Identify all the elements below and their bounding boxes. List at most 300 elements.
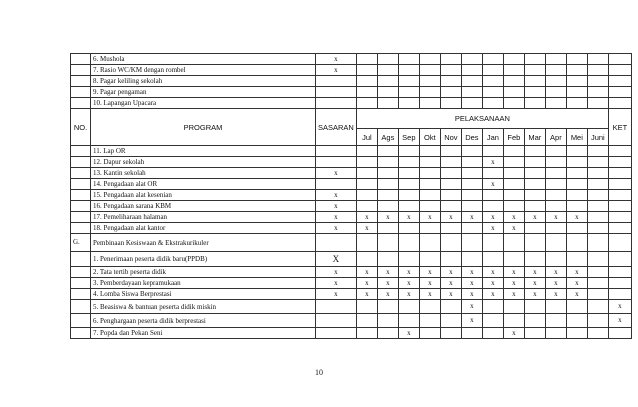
row-no: [71, 179, 91, 190]
row-mark-sep: x: [398, 328, 419, 339]
row-mark-apr: [545, 168, 566, 179]
row-no: [71, 54, 91, 65]
row-mark-apr: x: [545, 278, 566, 289]
row-no: G.: [71, 234, 91, 252]
row-mark-sep: [398, 314, 419, 328]
row-program: 4. Lomba Siswa Berprestasi: [91, 289, 316, 300]
row-mark-mei: [566, 300, 587, 314]
row-mark-sep: [398, 98, 419, 109]
row-mark-apr: [545, 223, 566, 234]
rows-before-header: [71, 54, 632, 109]
row-mark-okt: [419, 223, 440, 234]
header-sasaran: SASARAN: [316, 109, 357, 146]
row-ket: [608, 234, 631, 252]
row-mark-mei: [566, 87, 587, 98]
row-mark-juni: [587, 234, 608, 252]
row-mark-jul: x: [356, 212, 377, 223]
row-ket: [608, 146, 631, 157]
row-mark-nov: [440, 146, 461, 157]
row-mark-sep: x: [398, 278, 419, 289]
row-mark-des: [461, 76, 482, 87]
row-mark-jul: [356, 234, 377, 252]
row-mark-apr: [545, 98, 566, 109]
row-ket: [608, 278, 631, 289]
row-mark-nov: x: [440, 267, 461, 278]
row-mark-mei: [566, 54, 587, 65]
row-no: [71, 328, 91, 339]
row-mark-okt: [419, 168, 440, 179]
row-mark-des: x: [461, 212, 482, 223]
row-mark-juni: [587, 314, 608, 328]
row-ket: [608, 87, 631, 98]
table-row: [71, 300, 632, 314]
row-mark-okt: [419, 252, 440, 267]
row-sasaran: x: [316, 212, 357, 223]
row-mark-ags: [377, 98, 398, 109]
row-mark-juni: [587, 278, 608, 289]
row-mark-des: [461, 223, 482, 234]
row-mark-mei: x: [566, 267, 587, 278]
row-ket: [608, 157, 631, 168]
row-ket: x: [608, 300, 631, 314]
row-mark-jan: [482, 234, 503, 252]
row-mark-okt: [419, 87, 440, 98]
row-mark-ags: x: [377, 278, 398, 289]
row-program: 13. Kantin sekolah: [91, 168, 316, 179]
row-mark-jan: [482, 201, 503, 212]
row-mark-mar: x: [524, 289, 545, 300]
row-mark-feb: [503, 157, 524, 168]
row-mark-nov: [440, 252, 461, 267]
row-sasaran: [316, 314, 357, 328]
row-mark-jan: [482, 314, 503, 328]
table-header: [71, 109, 632, 146]
row-mark-des: [461, 65, 482, 76]
header-no: NO.: [71, 109, 91, 146]
row-mark-apr: [545, 65, 566, 76]
row-ket: [608, 65, 631, 76]
row-sasaran: x: [316, 65, 357, 76]
row-sasaran: x: [316, 289, 357, 300]
row-mark-feb: [503, 65, 524, 76]
row-mark-juni: [587, 76, 608, 87]
table-row: [71, 223, 632, 234]
row-ket: [608, 201, 631, 212]
row-mark-juni: [587, 212, 608, 223]
row-mark-mei: x: [566, 212, 587, 223]
row-program: 1. Penerimaan peserta didik baru(PPDB): [91, 252, 316, 267]
row-mark-nov: [440, 98, 461, 109]
header-month-des: Des: [461, 129, 482, 146]
header-ket: KET: [608, 109, 631, 146]
row-mark-jul: [356, 54, 377, 65]
row-sasaran: x: [316, 190, 357, 201]
row-mark-jan: x: [482, 289, 503, 300]
row-mark-ags: x: [377, 212, 398, 223]
row-mark-des: [461, 328, 482, 339]
row-no: [71, 168, 91, 179]
row-sasaran: x: [316, 54, 357, 65]
row-mark-okt: [419, 179, 440, 190]
row-mark-okt: x: [419, 212, 440, 223]
row-mark-okt: [419, 190, 440, 201]
row-mark-nov: x: [440, 212, 461, 223]
header-month-jul: Jul: [356, 129, 377, 146]
row-sasaran: [316, 87, 357, 98]
row-mark-mei: x: [566, 289, 587, 300]
table-row: [71, 252, 632, 267]
page-number: 10: [315, 368, 323, 377]
row-program: 7. Rasio WC/KM dengan rombel: [91, 65, 316, 76]
program-schedule-table: [70, 53, 632, 339]
row-mark-ags: [377, 87, 398, 98]
row-mark-jul: [356, 190, 377, 201]
row-no: [71, 190, 91, 201]
row-mark-mei: [566, 76, 587, 87]
row-sasaran: x: [316, 168, 357, 179]
row-mark-jul: [356, 252, 377, 267]
row-ket: [608, 267, 631, 278]
row-mark-des: x: [461, 300, 482, 314]
row-mark-mar: [524, 146, 545, 157]
row-mark-nov: x: [440, 278, 461, 289]
row-mark-jul: x: [356, 278, 377, 289]
row-mark-apr: [545, 190, 566, 201]
row-mark-nov: [440, 314, 461, 328]
row-mark-mar: [524, 87, 545, 98]
row-mark-nov: [440, 300, 461, 314]
row-mark-des: [461, 157, 482, 168]
row-sasaran: [316, 157, 357, 168]
row-mark-des: x: [461, 278, 482, 289]
row-mark-apr: x: [545, 267, 566, 278]
row-mark-ags: x: [377, 267, 398, 278]
row-mark-mar: [524, 223, 545, 234]
row-no: [71, 146, 91, 157]
row-program: 2. Tata tertib peserta didik: [91, 267, 316, 278]
row-mark-mar: [524, 300, 545, 314]
row-program: Pembinaan Kesiswaan & Ekstrakurikuler: [91, 234, 316, 252]
row-mark-jul: [356, 168, 377, 179]
row-mark-nov: [440, 157, 461, 168]
row-mark-feb: [503, 168, 524, 179]
row-mark-sep: [398, 168, 419, 179]
row-mark-des: x: [461, 267, 482, 278]
row-mark-jul: [356, 98, 377, 109]
row-mark-mei: [566, 223, 587, 234]
header-program: PROGRAM: [91, 109, 316, 146]
row-mark-feb: [503, 76, 524, 87]
row-mark-sep: [398, 87, 419, 98]
row-mark-mar: [524, 98, 545, 109]
row-mark-jan: x: [482, 179, 503, 190]
row-program: 11. Lap OR: [91, 146, 316, 157]
table-row: [71, 278, 632, 289]
row-mark-apr: [545, 146, 566, 157]
row-mark-juni: [587, 157, 608, 168]
header-month-sep: Sep: [398, 129, 419, 146]
row-mark-nov: [440, 54, 461, 65]
table-row: [71, 289, 632, 300]
row-mark-okt: [419, 65, 440, 76]
row-mark-mei: [566, 201, 587, 212]
table-row: [71, 65, 632, 76]
row-mark-mei: [566, 179, 587, 190]
table-row: [71, 234, 632, 252]
row-mark-mar: [524, 76, 545, 87]
row-mark-ags: [377, 252, 398, 267]
row-mark-mar: [524, 179, 545, 190]
row-mark-jul: [356, 300, 377, 314]
row-no: [71, 223, 91, 234]
row-mark-sep: [398, 179, 419, 190]
row-mark-jan: [482, 65, 503, 76]
row-program: 18. Pengadaan alat kantor: [91, 223, 316, 234]
row-mark-feb: [503, 179, 524, 190]
row-mark-mar: [524, 328, 545, 339]
row-mark-juni: [587, 289, 608, 300]
row-no: [71, 201, 91, 212]
table-row: [71, 168, 632, 179]
row-mark-feb: [503, 234, 524, 252]
row-sasaran: [316, 234, 357, 252]
row-mark-juni: [587, 87, 608, 98]
row-mark-mei: [566, 328, 587, 339]
row-mark-apr: [545, 201, 566, 212]
table-row: [71, 201, 632, 212]
row-mark-mei: [566, 190, 587, 201]
row-mark-sep: x: [398, 267, 419, 278]
header-month-feb: Feb: [503, 129, 524, 146]
row-mark-feb: x: [503, 289, 524, 300]
row-ket: [608, 98, 631, 109]
row-no: [71, 65, 91, 76]
row-sasaran: x: [316, 223, 357, 234]
header-month-juni: Juni: [587, 129, 608, 146]
row-mark-mei: [566, 98, 587, 109]
row-mark-jan: [482, 168, 503, 179]
row-mark-nov: [440, 328, 461, 339]
row-mark-okt: [419, 54, 440, 65]
row-mark-apr: x: [545, 212, 566, 223]
row-mark-feb: x: [503, 267, 524, 278]
row-mark-ags: [377, 300, 398, 314]
row-sasaran: x: [316, 201, 357, 212]
row-mark-okt: x: [419, 289, 440, 300]
row-mark-feb: [503, 146, 524, 157]
rows-after-header: [71, 146, 632, 339]
row-mark-apr: [545, 179, 566, 190]
table-row: [71, 87, 632, 98]
row-mark-jul: [356, 65, 377, 76]
row-mark-mar: [524, 168, 545, 179]
row-mark-mar: [524, 201, 545, 212]
row-ket: [608, 76, 631, 87]
row-mark-ags: [377, 328, 398, 339]
table-row: [71, 267, 632, 278]
row-mark-jan: x: [482, 278, 503, 289]
row-mark-mar: [524, 314, 545, 328]
row-mark-sep: [398, 234, 419, 252]
row-mark-jul: [356, 328, 377, 339]
table-row: [71, 314, 632, 328]
row-mark-juni: [587, 65, 608, 76]
row-mark-jan: [482, 252, 503, 267]
row-mark-ags: [377, 76, 398, 87]
row-sasaran: [316, 146, 357, 157]
row-mark-nov: [440, 87, 461, 98]
table-row: [71, 76, 632, 87]
row-mark-ags: [377, 157, 398, 168]
row-program: 6. Penghargaan peserta didik berprestasi: [91, 314, 316, 328]
row-mark-jan: [482, 87, 503, 98]
row-mark-apr: [545, 234, 566, 252]
row-mark-sep: [398, 190, 419, 201]
row-sasaran: [316, 76, 357, 87]
row-mark-jul: [356, 201, 377, 212]
row-program: 5. Beasiswa & bantuan peserta didik miskin: [91, 300, 316, 314]
row-mark-sep: [398, 201, 419, 212]
row-no: [71, 267, 91, 278]
row-no: [71, 289, 91, 300]
table-row: [71, 146, 632, 157]
row-mark-jul: x: [356, 223, 377, 234]
row-mark-ags: [377, 314, 398, 328]
row-mark-feb: [503, 54, 524, 65]
row-mark-jul: [356, 314, 377, 328]
row-mark-nov: [440, 234, 461, 252]
row-mark-mei: [566, 234, 587, 252]
row-mark-jul: [356, 146, 377, 157]
row-sasaran: [316, 98, 357, 109]
row-sasaran: x: [316, 267, 357, 278]
row-no: [71, 300, 91, 314]
row-program: 14. Pengadaan alat OR: [91, 179, 316, 190]
row-no: [71, 212, 91, 223]
row-mark-okt: [419, 146, 440, 157]
row-mark-ags: x: [377, 289, 398, 300]
row-mark-mar: [524, 234, 545, 252]
row-mark-feb: [503, 87, 524, 98]
row-mark-sep: [398, 252, 419, 267]
row-mark-jan: [482, 328, 503, 339]
row-program: 17. Pemeliharaan halaman: [91, 212, 316, 223]
row-mark-jan: [482, 98, 503, 109]
row-mark-juni: [587, 54, 608, 65]
row-sasaran: [316, 300, 357, 314]
row-sasaran: x: [316, 278, 357, 289]
row-no: [71, 98, 91, 109]
row-mark-feb: x: [503, 278, 524, 289]
row-no: [71, 157, 91, 168]
row-mark-jan: x: [482, 223, 503, 234]
row-mark-jan: [482, 190, 503, 201]
row-sasaran: [316, 179, 357, 190]
row-mark-jul: x: [356, 289, 377, 300]
row-mark-feb: [503, 201, 524, 212]
row-mark-mei: [566, 65, 587, 76]
header-month-okt: Okt: [419, 129, 440, 146]
row-mark-mar: [524, 54, 545, 65]
row-mark-des: [461, 168, 482, 179]
row-mark-feb: x: [503, 223, 524, 234]
row-mark-juni: [587, 252, 608, 267]
row-program: 15. Pengadaan alat kesenian: [91, 190, 316, 201]
row-mark-sep: [398, 157, 419, 168]
row-mark-ags: [377, 54, 398, 65]
row-no: [71, 252, 91, 267]
row-ket: [608, 223, 631, 234]
row-mark-nov: [440, 168, 461, 179]
row-mark-ags: [377, 65, 398, 76]
row-mark-feb: [503, 252, 524, 267]
row-mark-apr: [545, 87, 566, 98]
row-mark-apr: [545, 300, 566, 314]
row-program: 12. Dapur sekolah: [91, 157, 316, 168]
table-row: [71, 54, 632, 65]
row-mark-jul: x: [356, 267, 377, 278]
row-program: 6. Mushola: [91, 54, 316, 65]
row-mark-apr: [545, 328, 566, 339]
row-mark-ags: [377, 234, 398, 252]
row-mark-nov: [440, 190, 461, 201]
header-month-nov: Nov: [440, 129, 461, 146]
row-mark-apr: x: [545, 289, 566, 300]
row-mark-jan: [482, 54, 503, 65]
row-mark-feb: [503, 98, 524, 109]
row-mark-okt: x: [419, 278, 440, 289]
row-mark-juni: [587, 300, 608, 314]
row-mark-okt: [419, 76, 440, 87]
table-row: [71, 179, 632, 190]
row-mark-des: [461, 190, 482, 201]
row-mark-apr: [545, 157, 566, 168]
row-mark-des: [461, 252, 482, 267]
row-mark-juni: [587, 179, 608, 190]
row-ket: [608, 289, 631, 300]
header-month-jan: Jan: [482, 129, 503, 146]
row-mark-sep: [398, 300, 419, 314]
row-mark-jul: [356, 157, 377, 168]
header-month-apr: Apr: [545, 129, 566, 146]
row-mark-juni: [587, 223, 608, 234]
table-row: [71, 212, 632, 223]
row-ket: [608, 54, 631, 65]
row-no: [71, 76, 91, 87]
row-program: 9. Pagar pengaman: [91, 87, 316, 98]
row-ket: [608, 252, 631, 267]
table-row: [71, 98, 632, 109]
row-ket: [608, 168, 631, 179]
row-mark-feb: x: [503, 212, 524, 223]
row-mark-sep: x: [398, 289, 419, 300]
row-mark-jan: x: [482, 212, 503, 223]
row-ket: x: [608, 314, 631, 328]
row-mark-apr: [545, 252, 566, 267]
row-mark-ags: [377, 179, 398, 190]
row-mark-mei: [566, 146, 587, 157]
row-mark-juni: [587, 267, 608, 278]
row-program: 8. Pagar keliling sekolah: [91, 76, 316, 87]
row-mark-nov: [440, 65, 461, 76]
row-mark-sep: [398, 54, 419, 65]
header-month-mar: Mar: [524, 129, 545, 146]
row-mark-mar: [524, 190, 545, 201]
row-no: [71, 87, 91, 98]
row-mark-des: x: [461, 289, 482, 300]
row-mark-sep: [398, 223, 419, 234]
row-mark-des: [461, 234, 482, 252]
